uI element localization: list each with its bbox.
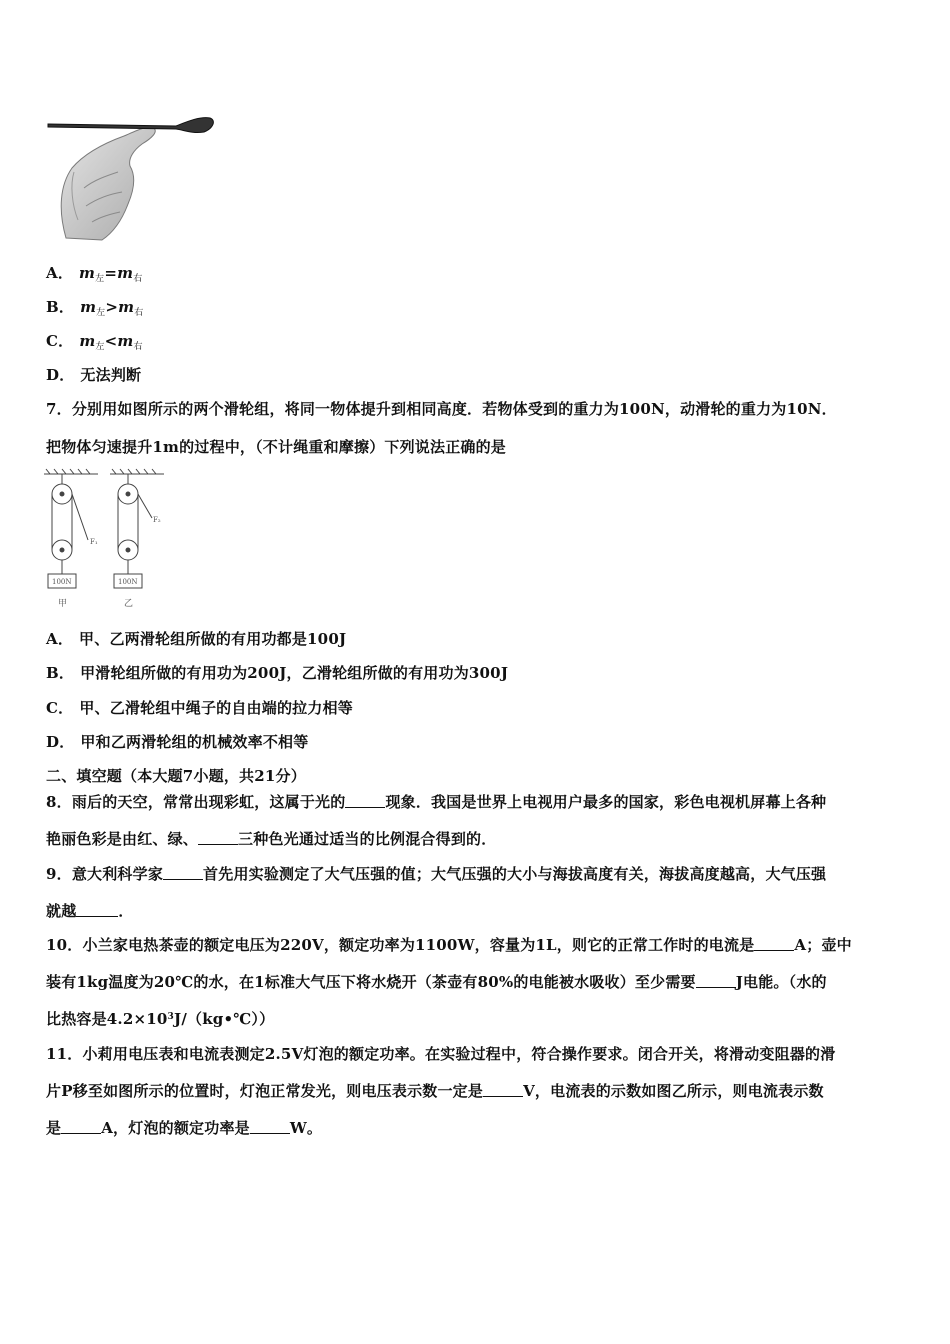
pulley-left-caption: 甲 — [58, 599, 68, 609]
q9-line-1: 9．意大利科学家 首先用实验测定了大气压强的值；大气压强的大小与海拔高度有关，海拔高度越高，大气压强 — [46, 865, 827, 883]
q8-line-1: 8．雨后的天空，常常出现彩虹，这属于光的 现象．我国是世界上电视用户最多的国家，彩色电视机屏幕上各种 — [46, 793, 827, 811]
q8-line-2: 艳丽色彩是由红、绿、 三种色光通过适当的比例混合得到的． — [46, 830, 497, 848]
q7-stem-line-1: 7．分别用如图所示的两个滑轮组，将同一物体提升到相同高度．若物体受到的重力为100N，动滑轮的重力为10N． — [46, 400, 837, 418]
pulley-left-force-label: F₁ — [90, 538, 98, 546]
q7-option-d: D． 甲和乙两滑轮组的机械效率不相等 — [46, 733, 309, 751]
q6-option-a: A． $m_左=m_右$ — [46, 264, 143, 284]
q10-line-1: 10．小兰家电热茶壶的额定电压为220V，额定功率为1100W，容量为1L，则它的正常工作时的电流是 A；壶中 — [46, 936, 852, 954]
q7-option-b: B． 甲滑轮组所做的有用功为200J，乙滑轮组所做的有用功为300J — [46, 664, 509, 682]
pulley-left-load-label: 100N — [52, 578, 72, 586]
q7-option-c: C． 甲、乙滑轮组中绳子的自由端的拉力相等 — [46, 699, 353, 717]
q7-stem-line-2: 把物体匀速提升1m的过程中，（不计绳重和摩擦）下列说法正确的是 — [46, 438, 507, 456]
q9-blank-1[interactable] — [163, 867, 203, 880]
q11-line-3: 是 A，灯泡的额定功率是 W。 — [46, 1119, 323, 1137]
q11-line-1: 11．小莉用电压表和电流表测定2.5V灯泡的额定功率。在实验过程中，符合操作要求。闭合开关，将滑动变阻器的滑 — [46, 1045, 836, 1063]
pulley-systems-figure — [40, 466, 180, 612]
q10-line-3: 比热容是$4.2\times 10^3J/(kg•℃)$） — [46, 1010, 275, 1028]
q6-option-d: D． 无法判断 — [46, 366, 142, 384]
hand-shape — [61, 127, 155, 240]
q11-blank-2[interactable] — [61, 1121, 101, 1134]
q6-option-c: C． $m_左<m_右$ — [46, 332, 143, 352]
q11-blank-1[interactable] — [483, 1084, 523, 1097]
q8-blank-2[interactable] — [198, 832, 238, 845]
q6-option-b: B． $m_左>m_右$ — [46, 298, 144, 318]
q9-line-2: 就越 ． — [46, 902, 134, 920]
q7-option-a: A． 甲、乙两滑轮组所做的有用功都是100J — [46, 630, 347, 648]
q11-blank-3[interactable] — [250, 1121, 290, 1134]
pulley-right-caption: 乙 — [124, 599, 134, 609]
spoon-on-finger-figure — [44, 110, 216, 242]
pulley-right-force-label: F₂ — [153, 516, 161, 524]
q8-blank-1[interactable] — [345, 795, 385, 808]
q10-blank-2[interactable] — [696, 975, 736, 988]
q9-blank-2[interactable] — [76, 904, 118, 917]
pulley-right-load-label: 100N — [118, 578, 138, 586]
spoon-shape — [48, 118, 213, 133]
section-heading-fill-in: 二、填空题（本大题7小题，共21分） — [46, 767, 306, 785]
q10-blank-1[interactable] — [754, 938, 794, 951]
q10-line-2: 装有1kg温度为20℃的水，在1标准大气压下将水烧开（茶壶有80%的电能被水吸收）至少需要 J电能。（水的 — [46, 973, 827, 991]
q11-line-2: 片P移至如图所示的位置时，灯泡正常发光，则电压表示数一定是 V，电流表的示数如图乙所示，则电流表示数 — [46, 1082, 824, 1100]
